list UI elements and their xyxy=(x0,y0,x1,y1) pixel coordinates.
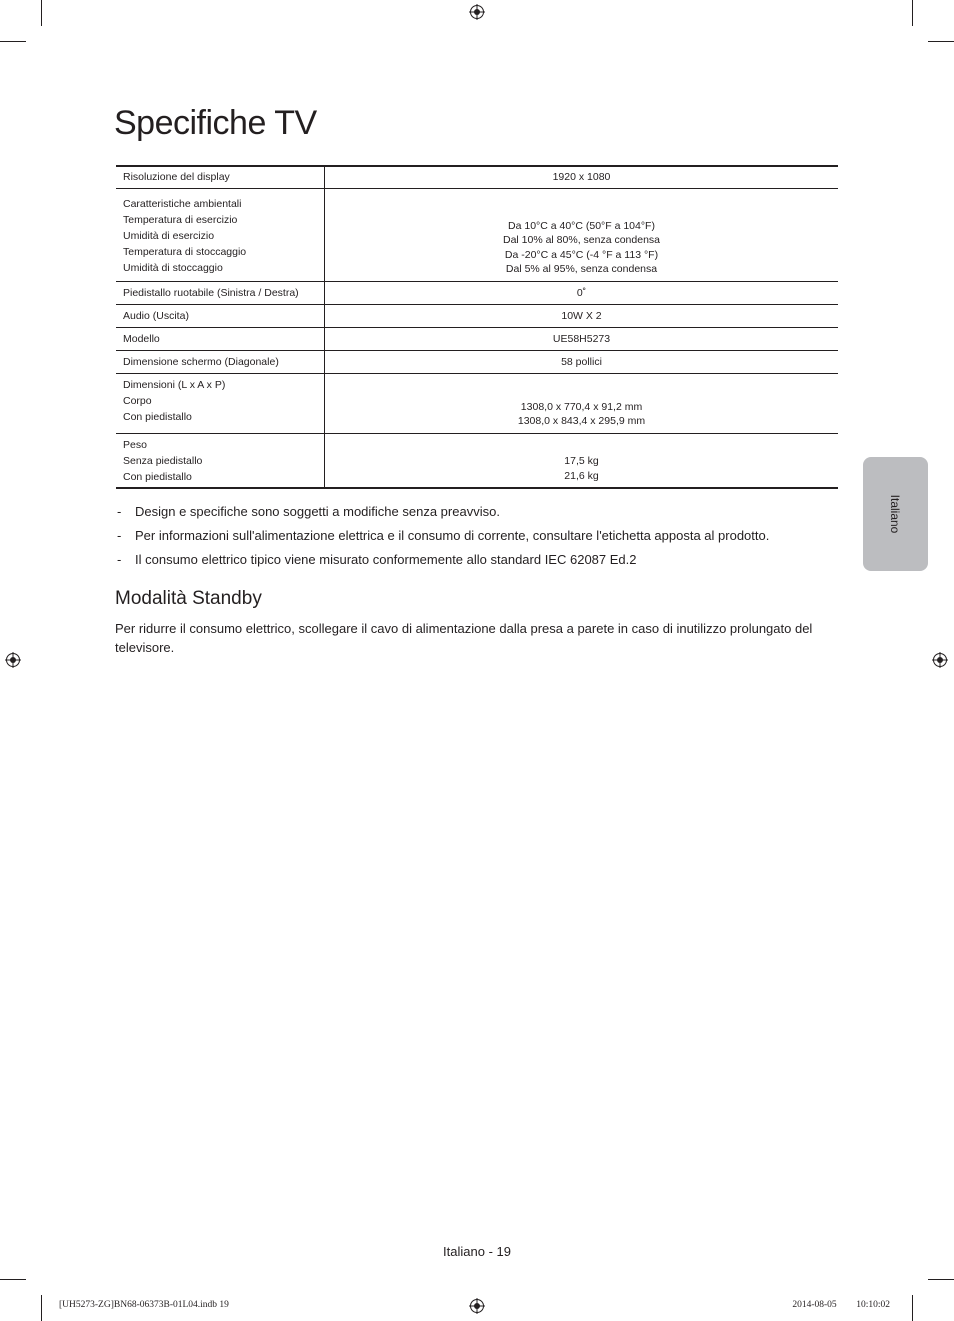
spec-value xyxy=(325,327,839,350)
note-text: Il consumo elettrico tipico viene misurato conformemente allo standard IEC 62087 Ed.2 xyxy=(135,552,637,567)
spec-value-line: 1308,0 x 770,4 x 91,2 mm xyxy=(520,400,643,413)
spec-value-line: Da 10°C a 40°C (50°F a 104°F) xyxy=(508,219,655,232)
note-dash: - xyxy=(117,528,122,543)
spec-value xyxy=(325,433,839,488)
spec-value-line: Dal 5% al 95%, senza condensa xyxy=(505,263,658,275)
spec-label-line: Con piedistallo xyxy=(123,410,192,423)
spec-value xyxy=(325,304,839,327)
spec-label-line: Senza piedistallo xyxy=(123,454,203,467)
section-title-standby: Modalità Standby xyxy=(115,588,262,609)
table-row xyxy=(116,304,838,327)
crop-mark xyxy=(41,0,42,26)
table-row xyxy=(116,166,838,188)
note-text: Per informazioni sull'alimentazione elettrica e il consumo di corrente, consultare l'etichetta apposta al prodotto. xyxy=(135,528,770,543)
spec-table xyxy=(116,165,838,489)
spec-value-line: 21,6 kg xyxy=(564,469,599,482)
spec-label-line: Con piedistallo xyxy=(123,470,192,483)
spec-value-line: 58 pollici xyxy=(561,355,602,368)
spec-value-line: Dal 10% al 80%, senza condensa xyxy=(502,234,661,246)
spec-value-line: 17,5 kg xyxy=(564,455,599,467)
spec-value xyxy=(325,350,839,373)
spec-label-line: Corpo xyxy=(123,394,152,407)
spec-label xyxy=(116,433,325,488)
spec-label xyxy=(116,188,325,281)
list-item xyxy=(116,551,769,575)
spec-value-line: 1920 x 1080 xyxy=(552,171,611,184)
spec-label-line: Dimensioni (L x A x P) xyxy=(123,378,226,391)
list-item xyxy=(116,527,769,551)
spec-label xyxy=(116,166,325,188)
note-dash: - xyxy=(117,552,122,567)
spec-label-line: Dimensione schermo (Diagonale) xyxy=(123,355,279,368)
spec-value-line: 0˚ xyxy=(576,286,587,299)
registration-mark-icon xyxy=(932,652,948,668)
spec-label xyxy=(116,281,325,304)
print-slug-right: 2014-08-05 ﾞﾞ 10:10:02 xyxy=(792,1300,890,1310)
spec-label xyxy=(116,327,325,350)
spec-value xyxy=(325,166,839,188)
spec-label xyxy=(116,304,325,327)
page-number: Italiano - 19 xyxy=(443,1244,511,1259)
language-side-tab xyxy=(863,457,928,571)
table-row xyxy=(116,281,838,304)
crop-mark xyxy=(912,1295,913,1321)
spec-label-line: Temperatura di esercizio xyxy=(123,214,238,226)
spec-value-line: 1308,0 x 843,4 x 295,9 mm xyxy=(517,415,646,427)
spec-label-line: Caratteristiche ambientali xyxy=(123,198,242,210)
spec-value xyxy=(325,373,839,433)
crop-mark xyxy=(0,1279,26,1280)
spec-value xyxy=(325,188,839,281)
registration-mark-icon xyxy=(469,1298,485,1314)
spec-label xyxy=(116,373,325,433)
print-slug-left: [UH5273-ZG]BN68-06373B-01L04.indb 19 xyxy=(59,1300,229,1310)
spec-label-line: Peso xyxy=(123,438,147,451)
crop-mark xyxy=(928,1279,954,1280)
spec-label xyxy=(116,350,325,373)
spec-value-line: Da -20°C a 45°C (-4 °F a 113 °F) xyxy=(504,248,659,261)
registration-mark-icon xyxy=(469,4,485,20)
spec-value xyxy=(325,281,839,304)
spec-value-line: UE58H5273 xyxy=(552,332,611,345)
standby-paragraph: Per ridurre il consumo elettrico, scollegare il cavo di alimentazione dalla presa a parete in caso di inutilizzo prolungato del televisore. xyxy=(115,621,813,655)
table-row xyxy=(116,350,838,373)
spec-value-line: 10W X 2 xyxy=(561,309,602,322)
crop-mark xyxy=(0,41,26,42)
crop-mark xyxy=(912,0,913,26)
spec-label-line: Umidità di stoccaggio xyxy=(123,262,223,274)
registration-mark-icon xyxy=(5,652,21,668)
spec-label-line: Temperatura di stoccaggio xyxy=(123,246,247,258)
spec-label-line: Piedistallo ruotabile (Sinistra / Destra) xyxy=(123,286,299,299)
spec-label-line: Risoluzione del display xyxy=(123,171,230,184)
table-row xyxy=(116,373,838,433)
note-dash: - xyxy=(117,504,122,519)
side-tab-label: Italiano xyxy=(888,494,902,534)
page-title: Specifiche TV xyxy=(114,104,317,142)
table-row xyxy=(116,327,838,350)
spec-label-line: Modello xyxy=(123,332,160,345)
table-row xyxy=(116,433,838,488)
crop-mark xyxy=(928,41,954,42)
table-row xyxy=(116,188,838,281)
spec-notes-list xyxy=(116,503,769,575)
crop-mark xyxy=(41,1295,42,1321)
note-text: Design e specifiche sono soggetti a modifiche senza preavviso. xyxy=(135,504,500,519)
spec-label-line: Audio (Uscita) xyxy=(123,309,189,322)
list-item xyxy=(116,503,769,527)
spec-label-line: Umidità di esercizio xyxy=(123,230,215,242)
